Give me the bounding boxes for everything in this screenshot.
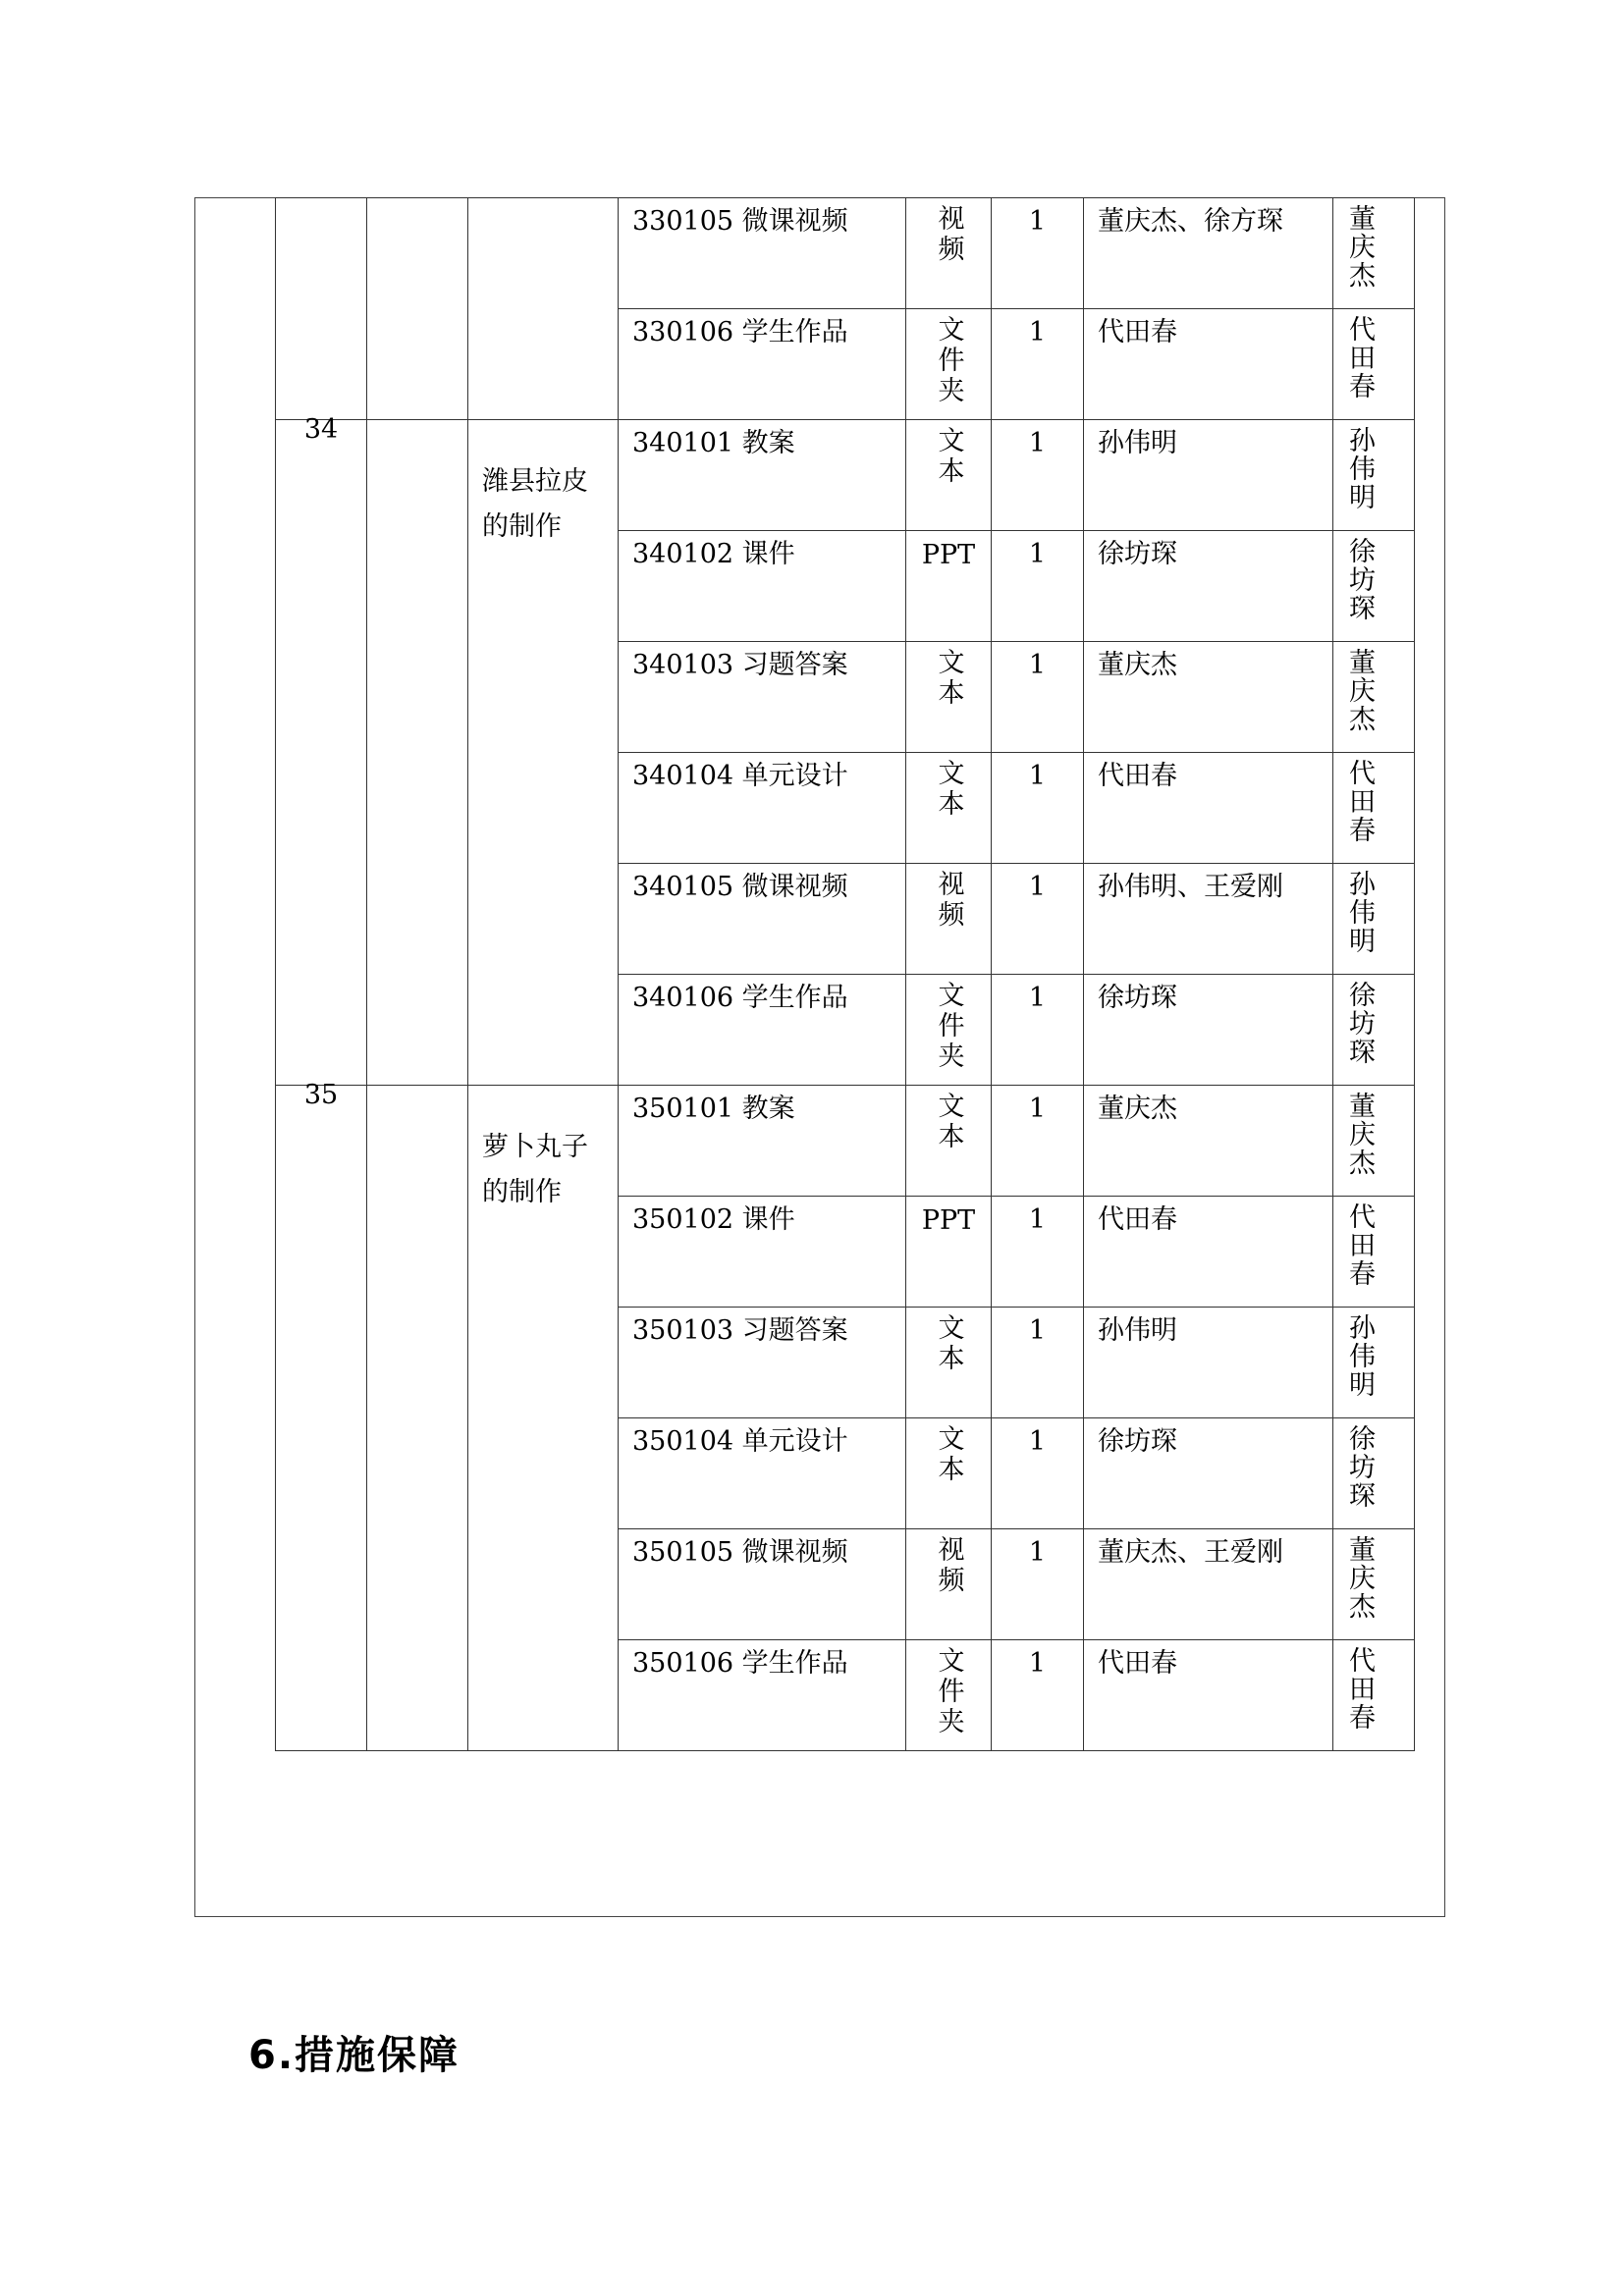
resource-owner: 董庆杰 xyxy=(1344,1092,1375,1177)
resource-count: 1 xyxy=(1028,1315,1047,1346)
resource-owner-cell xyxy=(1333,642,1415,753)
resource-name-cell xyxy=(619,1308,906,1418)
resource-type-cell xyxy=(906,1640,992,1751)
table-row xyxy=(276,1086,1415,1197)
resource-author: 代田春 xyxy=(1098,317,1177,347)
resource-owner: 孙伟明 xyxy=(1344,426,1375,511)
resource-owner: 代田春 xyxy=(1344,1646,1375,1732)
resource-name: 350103 习题答案 xyxy=(632,1315,848,1346)
resource-owner: 徐坊琛 xyxy=(1344,1424,1375,1510)
resource-author: 董庆杰 xyxy=(1098,1094,1177,1124)
resource-type: 视频 xyxy=(933,204,964,265)
resource-type-cell xyxy=(906,1529,992,1640)
resource-author: 徐坊琛 xyxy=(1098,983,1177,1013)
blank-cell xyxy=(367,1086,468,1751)
resource-type: 文本 xyxy=(933,759,964,820)
resource-owner: 董庆杰 xyxy=(1344,648,1375,733)
resource-type: 视频 xyxy=(933,870,964,931)
resource-owner-cell xyxy=(1333,753,1415,864)
resource-count: 1 xyxy=(1028,539,1047,569)
resource-name-cell xyxy=(619,531,906,642)
resource-owner-cell xyxy=(1333,1086,1415,1197)
blank-cell xyxy=(367,420,468,1086)
group-index-cell xyxy=(276,414,367,1086)
resource-owner-cell xyxy=(1333,531,1415,642)
resource-type-cell xyxy=(906,420,992,531)
resource-type: 文本 xyxy=(933,1424,964,1485)
resource-count: 1 xyxy=(1028,206,1047,237)
resource-type: 文件夹 xyxy=(933,1646,964,1737)
resource-author-cell xyxy=(1084,1418,1333,1529)
resource-owner-cell xyxy=(1333,309,1415,420)
resource-owner: 代田春 xyxy=(1344,1202,1375,1288)
resource-author-cell xyxy=(1084,1640,1333,1751)
resource-owner: 孙伟明 xyxy=(1344,870,1375,955)
resource-name-cell xyxy=(619,1529,906,1640)
resource-count-cell xyxy=(992,1308,1084,1418)
resource-count-cell xyxy=(992,1086,1084,1197)
group-name-cell xyxy=(468,198,619,420)
resource-type-cell xyxy=(906,1086,992,1197)
section-heading: 6.措施保障 xyxy=(248,2033,460,2078)
resource-name-cell xyxy=(619,1640,906,1751)
resource-owner: 徐坊琛 xyxy=(1344,981,1375,1066)
resource-count-cell xyxy=(992,864,1084,975)
resource-author: 代田春 xyxy=(1098,1204,1177,1235)
resource-author: 孙伟明 xyxy=(1098,428,1177,458)
resource-count: 1 xyxy=(1028,317,1047,347)
resource-type-cell xyxy=(906,642,992,753)
resource-count: 1 xyxy=(1028,1648,1047,1679)
resource-count-cell xyxy=(992,531,1084,642)
resource-count-cell xyxy=(992,1640,1084,1751)
resource-name: 340104 单元设计 xyxy=(632,761,848,791)
resource-name-cell xyxy=(619,642,906,753)
resource-type-cell xyxy=(906,975,992,1086)
resource-count: 1 xyxy=(1028,650,1047,680)
resource-author-cell xyxy=(1084,1308,1333,1418)
resource-type-cell xyxy=(906,753,992,864)
resource-type-cell xyxy=(906,864,992,975)
group-index-cell xyxy=(276,1080,367,1751)
resource-name: 350105 微课视频 xyxy=(632,1537,848,1568)
resource-count-cell xyxy=(992,753,1084,864)
resource-type: 视频 xyxy=(933,1535,964,1596)
resource-author-cell xyxy=(1084,198,1333,309)
resource-type: 文本 xyxy=(933,426,964,487)
resource-name: 340102 课件 xyxy=(632,539,795,569)
resource-owner: 董庆杰 xyxy=(1344,1535,1375,1621)
resource-author: 孙伟明、王爱刚 xyxy=(1098,872,1283,902)
resource-author-cell xyxy=(1084,1529,1333,1640)
resource-count-cell xyxy=(992,1529,1084,1640)
resource-author-cell xyxy=(1084,309,1333,420)
resource-table-wrapper xyxy=(275,197,1375,1797)
resource-author-cell xyxy=(1084,1086,1333,1197)
resource-owner-cell xyxy=(1333,864,1415,975)
resource-type: 文本 xyxy=(933,1092,964,1152)
resource-author-cell xyxy=(1084,753,1333,864)
resource-count: 1 xyxy=(1028,428,1047,458)
resource-owner-cell xyxy=(1333,1308,1415,1418)
resource-type-cell xyxy=(906,1197,992,1308)
group-name-cell xyxy=(468,420,619,1086)
resource-name: 350106 学生作品 xyxy=(632,1648,848,1679)
resource-table xyxy=(275,197,1415,1751)
resource-type: 文本 xyxy=(933,648,964,709)
resource-author: 董庆杰、王爱刚 xyxy=(1098,1537,1283,1568)
resource-type-cell xyxy=(906,198,992,309)
resource-name: 330105 微课视频 xyxy=(632,206,848,237)
resource-name: 340106 学生作品 xyxy=(632,983,848,1013)
resource-count: 1 xyxy=(1028,1204,1047,1235)
group-index-cell xyxy=(276,198,367,420)
resource-type-cell xyxy=(906,531,992,642)
group-name-cell xyxy=(468,1086,619,1751)
resource-name: 350104 单元设计 xyxy=(632,1426,848,1457)
group-index: 34 xyxy=(303,414,339,445)
resource-owner: 代田春 xyxy=(1344,315,1375,400)
resource-author: 代田春 xyxy=(1098,761,1177,791)
resource-author-cell xyxy=(1084,1197,1333,1308)
resource-count-cell xyxy=(992,198,1084,309)
resource-count: 1 xyxy=(1028,761,1047,791)
resource-count: 1 xyxy=(1028,983,1047,1013)
resource-author: 董庆杰 xyxy=(1098,650,1177,680)
resource-type: PPT xyxy=(921,540,976,570)
resource-owner-cell xyxy=(1333,975,1415,1086)
resource-count-cell xyxy=(992,309,1084,420)
resource-author: 代田春 xyxy=(1098,1648,1177,1679)
resource-owner-cell xyxy=(1333,198,1415,309)
resource-name: 340101 教案 xyxy=(632,428,795,458)
resource-name-cell xyxy=(619,753,906,864)
resource-name: 350101 教案 xyxy=(632,1094,795,1124)
resource-type-cell xyxy=(906,1308,992,1418)
group-name: 萝卜丸子的制作 xyxy=(482,1132,588,1207)
resource-type: PPT xyxy=(921,1205,976,1236)
resource-owner-cell xyxy=(1333,1640,1415,1751)
resource-owner-cell xyxy=(1333,1529,1415,1640)
resource-name-cell xyxy=(619,198,906,309)
resource-author: 徐坊琛 xyxy=(1098,539,1177,569)
resource-count: 1 xyxy=(1028,872,1047,902)
resource-count-cell xyxy=(992,1197,1084,1308)
resource-count: 1 xyxy=(1028,1094,1047,1124)
resource-count-cell xyxy=(992,420,1084,531)
resource-name: 340103 习题答案 xyxy=(632,650,848,680)
resource-count-cell xyxy=(992,642,1084,753)
resource-type: 文本 xyxy=(933,1313,964,1374)
resource-count-cell xyxy=(992,1418,1084,1529)
resource-count-cell xyxy=(992,975,1084,1086)
resource-owner-cell xyxy=(1333,1197,1415,1308)
resource-author-cell xyxy=(1084,531,1333,642)
resource-name-cell xyxy=(619,309,906,420)
resource-author-cell xyxy=(1084,975,1333,1086)
resource-type: 文件夹 xyxy=(933,315,964,406)
resource-name-cell xyxy=(619,975,906,1086)
resource-owner: 孙伟明 xyxy=(1344,1313,1375,1399)
resource-type: 文件夹 xyxy=(933,981,964,1072)
resource-owner: 董庆杰 xyxy=(1344,204,1375,290)
resource-author: 孙伟明 xyxy=(1098,1315,1177,1346)
resource-name-cell xyxy=(619,864,906,975)
resource-owner-cell xyxy=(1333,420,1415,531)
resource-name: 330106 学生作品 xyxy=(632,317,848,347)
resource-author-cell xyxy=(1084,864,1333,975)
resource-author: 董庆杰、徐方琛 xyxy=(1098,206,1283,237)
table-row xyxy=(276,420,1415,531)
blank-cell xyxy=(367,198,468,420)
resource-name: 350102 课件 xyxy=(632,1204,795,1235)
group-index: 35 xyxy=(303,1080,339,1110)
resource-owner: 徐坊琛 xyxy=(1344,537,1375,622)
resource-type-cell xyxy=(906,309,992,420)
resource-name: 340105 微课视频 xyxy=(632,872,848,902)
resource-type-cell xyxy=(906,1418,992,1529)
resource-author: 徐坊琛 xyxy=(1098,1426,1177,1457)
resource-name-cell xyxy=(619,1086,906,1197)
table-row xyxy=(276,198,1415,309)
resource-owner: 代田春 xyxy=(1344,759,1375,844)
resource-name-cell xyxy=(619,420,906,531)
resource-count: 1 xyxy=(1028,1537,1047,1568)
resource-owner-cell xyxy=(1333,1418,1415,1529)
resource-table-body xyxy=(276,198,1415,1751)
resource-name-cell xyxy=(619,1418,906,1529)
group-name: 潍县拉皮的制作 xyxy=(482,466,588,542)
resource-name-cell xyxy=(619,1197,906,1308)
resource-count: 1 xyxy=(1028,1426,1047,1457)
resource-author-cell xyxy=(1084,420,1333,531)
resource-author-cell xyxy=(1084,642,1333,753)
